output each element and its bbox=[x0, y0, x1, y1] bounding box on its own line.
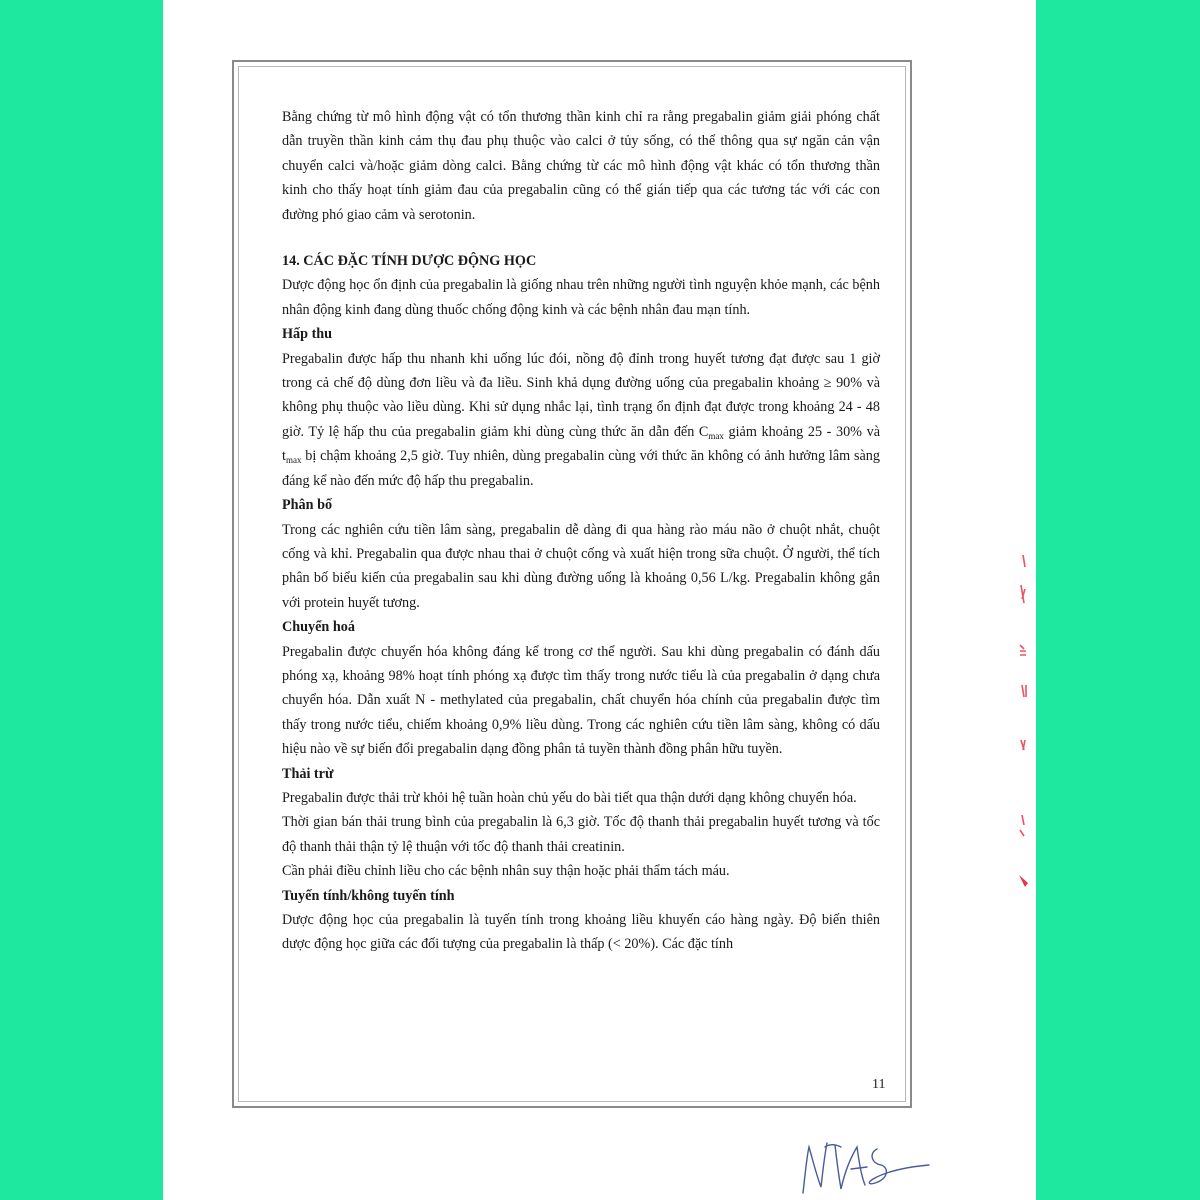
distribution-paragraph: Trong các nghiên cứu tiền lâm sàng, pregabalin dễ dàng đi qua hàng rào máu não ở chuột nhắt, chuột cống và khỉ. Pregabalin qua được nhau thai ở chuột cống và xuất hiện trong sữa chuột. Ở người, thể tích phân bố biểu kiến của pregabalin sau khi dùng đường uống là khoảng 0,56 L/kg. Pregabalin không gắn với protein huyết tương. bbox=[282, 521, 880, 611]
absorption-heading: Hấp thu bbox=[282, 326, 333, 343]
section-intro: Dược động học ổn định của pregabalin là giống nhau trên những người tình nguyện khỏe mạnh, các bệnh nhân động kinh đang dùng thuốc chống động kinh và các bệnh nhân đau mạn tính. bbox=[282, 277, 880, 318]
elimination-paragraph-3: Cần phải điều chỉnh liều cho các bệnh nhân suy thận hoặc phải thẩm tách máu. bbox=[282, 863, 730, 880]
linearity-heading: Tuyến tính/không tuyến tính bbox=[282, 887, 455, 904]
metabolism-heading: Chuyển hoá bbox=[282, 619, 355, 636]
elimination-paragraph-1: Pregabalin được thải trừ khỏi hệ tuần hoàn chủ yếu do bài tiết qua thận dưới dạng không chuyển hóa. bbox=[282, 789, 857, 806]
elimination-paragraph-2: Thời gian bán thải trung bình của pregabalin là 6,3 giờ. Tốc độ thanh thải pregabalin huyết tương và tốc độ thanh thải thận tỷ lệ thuận với tốc độ thanh thải creatinin. bbox=[282, 814, 880, 855]
absorption-paragraph: Pregabalin được hấp thu nhanh khi uống lúc đói, nồng độ đỉnh trong huyết tương đạt được sau 1 giờ trong cả chế độ dùng đơn liều và đa liều. Sinh khả dụng đường uống của pregabalin khoảng ≥ 90% và không phụ thuộc vào liều dùng. Khi sử dụng nhắc lại, tình trạng ổn định đạt được trong khoảng 24 - 48 giờ. Tỷ lệ hấp thu của pregabalin giảm khi dùng cùng thức ăn dẫn đến $C_{max}$ giảm khoảng 25 - 30% và $t_{max}$ bị chậm khoảng 2,5 giờ. Tuy nhiên, dùng pregabalin cùng với thức ăn không có ảnh hưởng lâm sàng đáng kể nào đến mức độ hấp thu pregabalin. bbox=[282, 350, 880, 489]
elimination-heading: Thải trừ bbox=[282, 765, 334, 782]
handwritten-signature bbox=[795, 1125, 935, 1200]
section-title: 14. CÁC ĐẶC TÍNH DƯỢC ĐỘNG HỌC bbox=[282, 253, 537, 270]
distribution-heading: Phân bố bbox=[282, 497, 333, 514]
intro-paragraph: Bằng chứng từ mô hình động vật có tổn thương thần kinh chỉ ra rằng pregabalin giảm giải phóng chất dẫn truyền thần kinh cảm thụ đau phụ thuộc vào calci ở tủy sống, có thể thông qua sự ngăn cản vận chuyển calci và/hoặc giảm dòng calci. Bằng chứng từ các mô hình động vật khác có tổn thương thần kinh cho thấy hoạt tính giảm đau của pregabalin cũng có thể gián tiếp qua các tương tác với các con đường phó giao cảm và serotonin. bbox=[282, 109, 880, 223]
linearity-paragraph: Dược động học của pregabalin là tuyến tính trong khoảng liều khuyến cáo hàng ngày. Độ biến thiên dược động học giữa các đối tượng của pregabalin là thấp (< 20%). Các đặc tính bbox=[282, 912, 880, 953]
metabolism-paragraph: Pregabalin được chuyển hóa không đáng kể trong cơ thể người. Sau khi dùng pregabalin có đánh dấu phóng xạ, khoảng 98% hoạt tính phóng xạ được tìm thấy trong nước tiểu là của pregabalin ở dạng chưa chuyển hóa. Dẫn xuất N - methylated của pregabalin, chất chuyển hóa chính của pregabalin được tìm thấy trong nước tiểu, chiếm khoảng 0,9% liều dùng. Trong các nghiên cứu tiền lâm sàng, không có dấu hiệu nào về sự biến đổi pregabalin dạng đồng phân tả tuyền thành đồng phân hữu tuyền. bbox=[282, 643, 880, 758]
page-number: 11 bbox=[872, 1077, 886, 1092]
red-stamp-mark bbox=[1005, 545, 1035, 890]
document-body bbox=[282, 105, 880, 957]
